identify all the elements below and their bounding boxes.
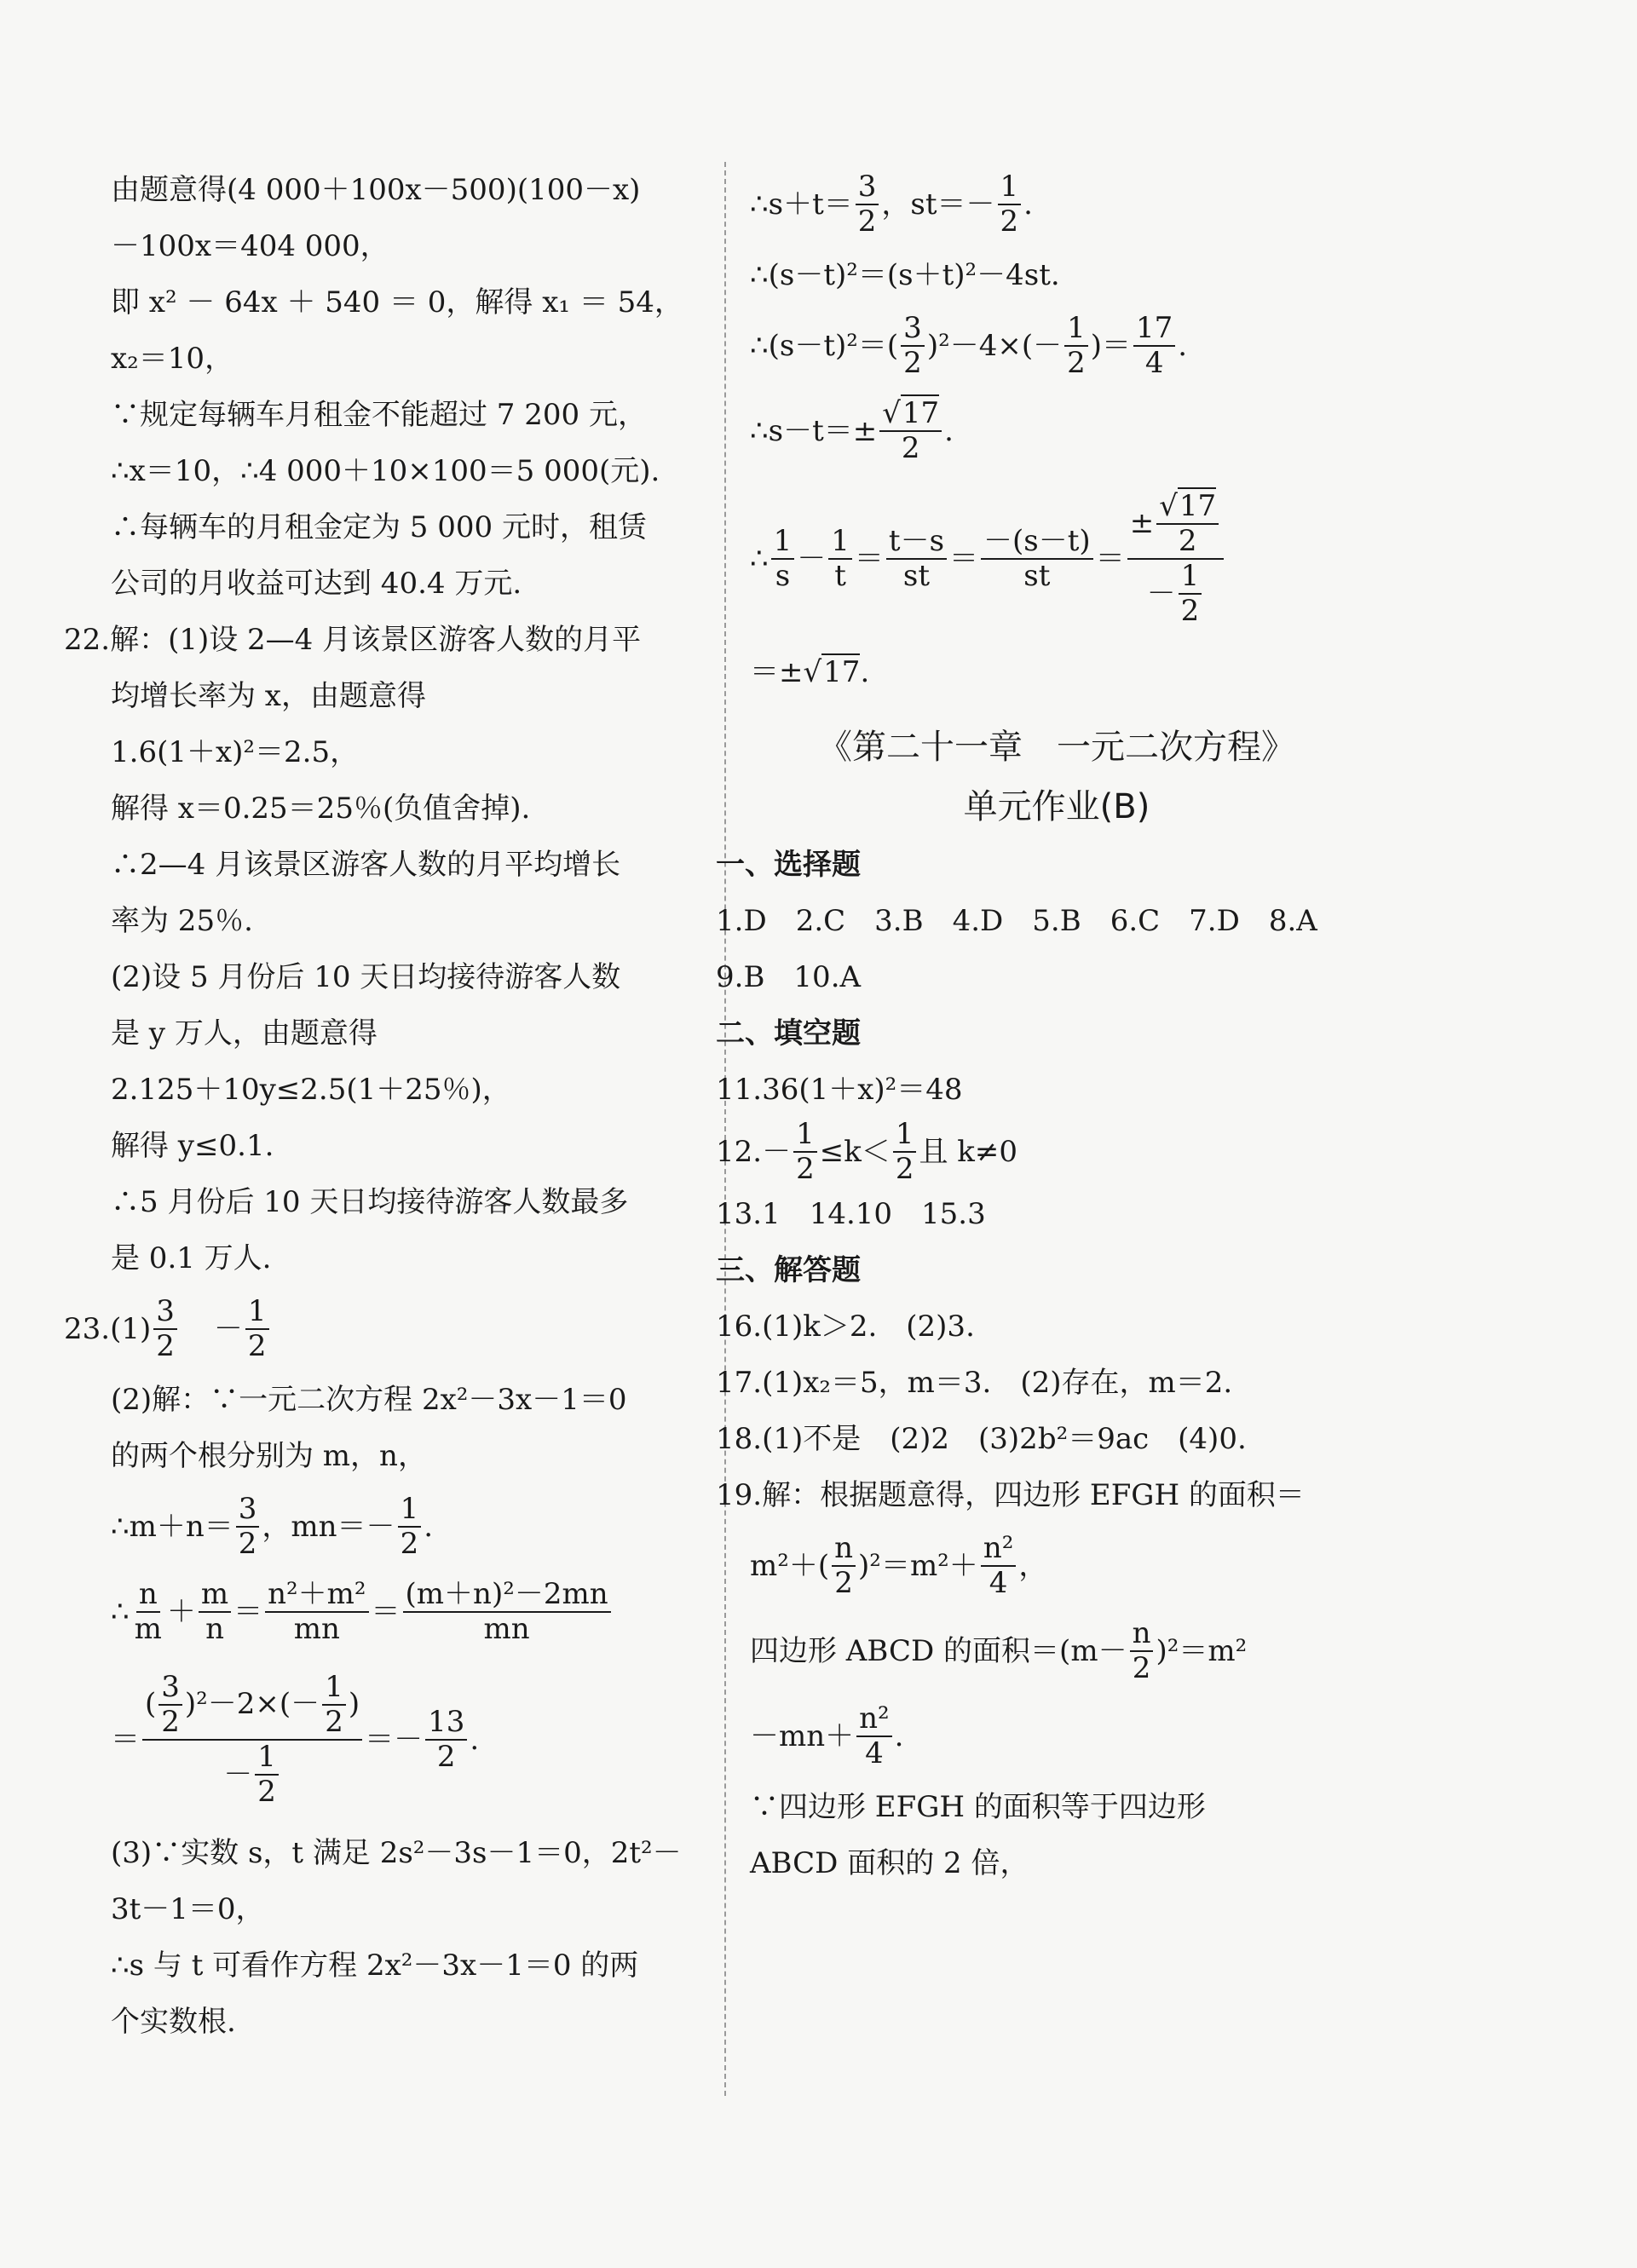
fraction: $\frac{3}{2}$ bbox=[153, 1295, 177, 1363]
text-line: (2)设 5 月份后 10 天日均接待游客人数 bbox=[111, 960, 621, 994]
question-23-heading: 23.(1) $\frac{3}{2}$ － $\frac{1}{2}$ bbox=[64, 1287, 707, 1372]
label: 23.(1) bbox=[64, 1312, 152, 1346]
equation-line: ∴s＋t＝ $\frac{3}{2}$ ，st＝－ $\frac{1}{2}$ . bbox=[750, 169, 1033, 239]
chapter-title: 《第二十一章 一元二次方程》 bbox=[818, 728, 1295, 767]
text-line: ∵四边形 EFGH 的面积等于四边形 bbox=[750, 1790, 1206, 1825]
answer-line: 9.B 10.A bbox=[716, 960, 862, 994]
text-line: (3)∵实数 s，t 满足 2s²－3s－1＝0，2t²－ bbox=[111, 1836, 682, 1870]
section-heading: 二、填空题 bbox=[716, 1016, 861, 1051]
answer-line: 11.36(1＋x)²＝48 bbox=[716, 1073, 963, 1107]
text-line: 由题意得(4 000＋100x－500)(100－x) bbox=[111, 173, 641, 207]
equation-line: －mn＋ $\frac{\text{n²}}{4}$ . bbox=[750, 1701, 904, 1771]
text-line: (2)解：∵一元二次方程 2x²－3x－1＝0 bbox=[111, 1383, 627, 1417]
answer-line: 12.－ $\frac{1}{2}$ ≤k＜ $\frac{1}{2}$ 且 k≠0 bbox=[716, 1117, 1017, 1187]
equation-line: ＝±√17. bbox=[750, 655, 870, 689]
text-line: 个实数根. bbox=[111, 2005, 236, 2039]
answer-line: 13.1 14.10 15.3 bbox=[716, 1197, 986, 1232]
answer-line: 1.D 2.C 3.B 4.D 5.B 6.C 7.D 8.A bbox=[716, 904, 1317, 938]
text-line: 解得 x＝0.25＝25％(负值舍掉). bbox=[111, 791, 531, 826]
section-heading: 三、解答题 bbox=[716, 1253, 861, 1288]
text-line: 解得 y≤0.1. bbox=[111, 1129, 274, 1163]
text-line: ∴每辆车的月租金定为 5 000 元时，租赁 bbox=[111, 510, 647, 544]
text-line: ∴s 与 t 可看作方程 2x²－3x－1＝0 的两 bbox=[111, 1949, 639, 1983]
text-line: ABCD 面积的 2 倍， bbox=[750, 1846, 1029, 1881]
compound-fraction: ( $\frac{3}{2}$ )²－2×(－ $\frac{1}{2}$ ) － $\frac{1}{2}$ bbox=[142, 1671, 362, 1809]
equation-line: ∴(s－t)²＝( $\frac{3}{2}$ )²－4×(－ $\frac{1}{2}$ )＝ $\frac{17}{4}$ . bbox=[750, 310, 1188, 380]
text-line: 即 x² － 64x ＋ 540 ＝ 0，解得 x₁ ＝ 54， bbox=[111, 285, 683, 319]
text-line: 的两个根分别为 m，n， bbox=[111, 1439, 427, 1473]
equation-line: 四边形 ABCD 的面积＝(m－ $\frac{n}{2}$ )²＝m² bbox=[750, 1616, 1248, 1686]
right-column bbox=[716, 162, 1363, 1891]
section-subtitle: 单元作业(B) bbox=[963, 787, 1150, 826]
text-line: 1.6(1＋x)²＝2.5， bbox=[111, 735, 360, 769]
equation-line: ∴ $\frac{1}{s}$ － $\frac{1}{t}$ ＝ $\frac{t-s}{st}$ ＝ $\frac{-(s-t)}{st}$ ＝ ± $\frac{√17}{2}$ － $\frac{1}{2}$ bbox=[750, 474, 1363, 644]
text-line: ∵规定每辆车月租金不能超过 7 200 元， bbox=[111, 398, 647, 432]
answer-line: 18.(1)不是 (2)2 (3)2b²＝9ac (4)0. bbox=[716, 1422, 1247, 1457]
answer-line: 16.(1)k＞2. (2)3. bbox=[716, 1310, 975, 1344]
text-line: 2.125＋10y≤2.5(1＋25％)， bbox=[111, 1073, 511, 1107]
text-line: 均增长率为 x，由题意得 bbox=[111, 679, 426, 713]
section-heading: 一、选择题 bbox=[716, 848, 861, 882]
text-line: －100x＝404 000， bbox=[111, 229, 389, 263]
compound-fraction: ± $\frac{√17}{2}$ － $\frac{1}{2}$ bbox=[1127, 490, 1224, 628]
text-line: ∴2—4 月该景区游客人数的月平均增长 bbox=[111, 848, 621, 882]
equation-line: m²＋( $\frac{n}{2}$ )²＝m²＋ $\frac{\text{n²}}{4}$ ， bbox=[750, 1531, 1048, 1601]
question-22-heading: 22.解：(1)设 2—4 月该景区游客人数的月平 bbox=[64, 623, 642, 657]
text-line: 率为 25％. bbox=[111, 904, 253, 938]
left-column bbox=[64, 162, 707, 2050]
equation-line: ∴ $\frac{n}{m}$ ＋ $\frac{m}{n}$ ＝ $\frac{\text{n²＋m²}}{mn}$ ＝ $\frac{\text{(m＋n)²－2mn}}{mn}$ bbox=[111, 1569, 707, 1655]
answer-line: 17.(1)x₂＝5，m＝3. (2)存在，m＝2. bbox=[716, 1366, 1233, 1401]
text-line: ∴(s－t)²＝(s＋t)²－4st. bbox=[750, 258, 1060, 292]
text-line: ∴x＝10，∴4 000＋10×100＝5 000(元). bbox=[111, 454, 660, 488]
equation-line: ∴s－t＝± $\frac{√17}{2}$ . bbox=[750, 395, 954, 465]
text-line: 是 y 万人，由题意得 bbox=[111, 1016, 378, 1051]
fraction: $\frac{1}{2}$ bbox=[245, 1295, 269, 1363]
text-line: ∴5 月份后 10 天日均接待游客人数最多 bbox=[111, 1185, 629, 1219]
answer-line: 19.解：根据题意得，四边形 EFGH 的面积＝ bbox=[716, 1478, 1305, 1513]
equation-line: ＝ ( $\frac{3}{2}$ )²－2×(－ $\frac{1}{2}$ ) － $\frac{1}{2}$ ＝－ $\frac{13}{2}$ . bbox=[111, 1669, 480, 1810]
text-line: 是 0.1 万人. bbox=[111, 1241, 272, 1275]
text-line: x₂＝10， bbox=[111, 342, 234, 376]
text-line: 公司的月收益可达到 40.4 万元. bbox=[111, 567, 522, 601]
equation-line: ∴m＋n＝ $\frac{3}{2}$ ，mn＝－ $\frac{1}{2}$ . bbox=[111, 1491, 434, 1561]
text-line: 3t－1＝0， bbox=[111, 1892, 265, 1926]
